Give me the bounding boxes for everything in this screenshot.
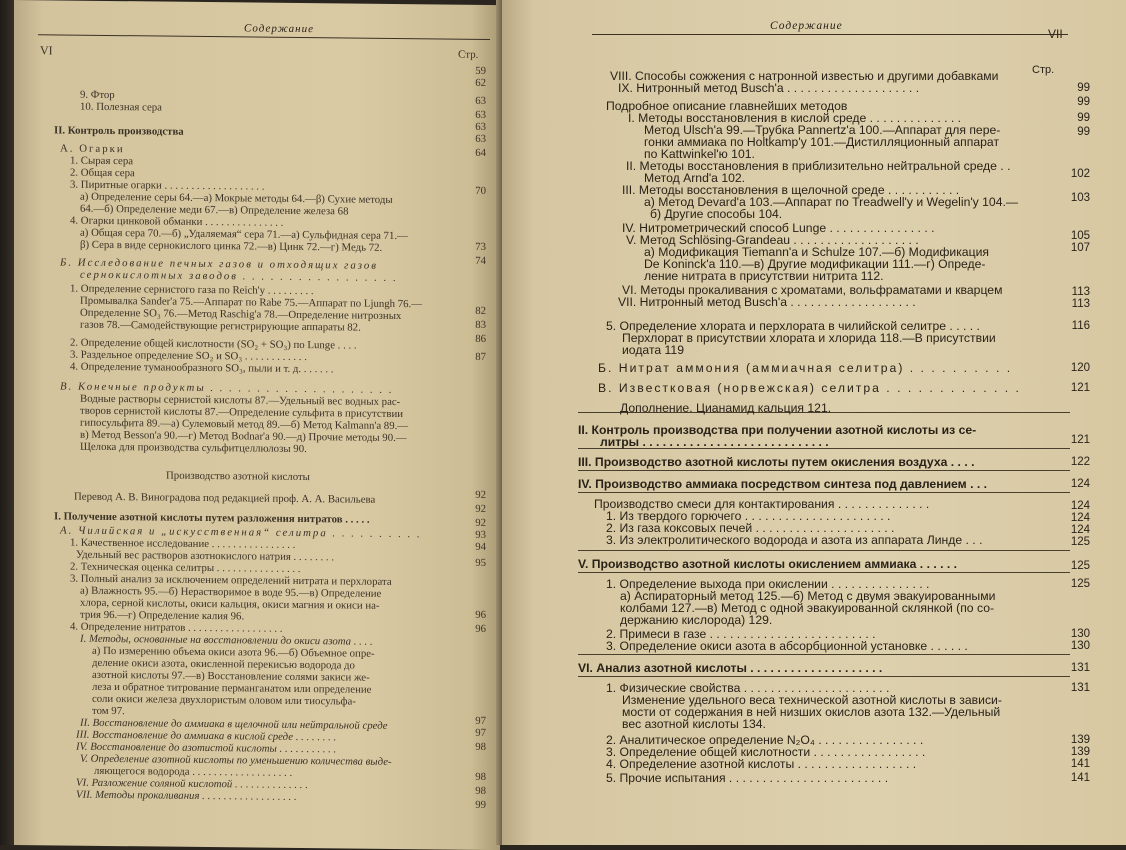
left-toc-entry: 10. Полезная сера [80,100,162,114]
left-page-number: VI [40,43,53,58]
right-toc-entry: De Koninck'а 110.—в) Другие модификации 111.—г) Опреде- [644,257,986,271]
right-header-rule [592,34,1068,35]
left-toc-entry: Водные растворы сернистой кислоты 87.—Удельный вес водных рас- [80,392,401,409]
left-toc-entry: 9. Фтор [80,88,115,102]
right-page-ref: 124 [1070,524,1090,536]
left-page-ref: 70 [475,184,486,197]
right-toc-entry: В. Известковая (норвежская) селитра . . . . . . . . . . . . . [598,381,1021,395]
left-page-ref: 93 [475,528,486,541]
left-toc-entry: 1. Качественное исследование . . . . . . . . . . . . . . . . [70,536,296,551]
left-toc-entry: соли окиси железа двухлористым оловом или тиосульфа- [92,692,356,708]
right-page-ref: 124 [1070,478,1090,490]
right-toc-entry: Метод Arnd'а 102. [644,171,746,185]
right-page-ref: 125 [1070,536,1090,548]
right-header-title: Содержание [770,20,843,32]
left-page-ref: 63 [475,108,486,121]
right-toc-entry: 2. Аналитическое определение N₂O₄ . . . . . . . . . . . . . . . . [606,733,924,747]
right-toc-entry: 1. Определение выхода при окислении . . . . . . . . . . . . . . . [606,577,930,591]
left-page-ref: 63 [475,132,486,145]
left-page-ref: 94 [475,540,486,553]
left-toc-entry: III. Восстановление до аммиака в кислой среде . . . . . . . . [76,728,337,744]
right-toc-entry: Подробное описание главнейших методов [606,99,848,113]
right-toc-entry: VI. Анализ азотной кислоты . . . . . . . . . . . . . . . . . . . . [578,661,883,675]
left-toc-entry: а) По измерению объема окиси азота 96.—б) Объемное опре- [92,644,375,660]
left-toc-entry: 4. Огарки цинковой обманки . . . . . . . . . . . . . . . [70,214,284,229]
left-toc-entry: β) Сера в виде сернокислого цинка 72.—в) Цинк 72.—г) Медь 72. [80,238,383,254]
left-toc-entry: сернокислотных заводов . . . . . . . . . . . . . . . . . [80,268,398,285]
right-toc-entry: 1. Из твердого горючего . . . . . . . . . . . . . . . . . . . . . . [606,509,891,523]
right-page-ref: 113 [1071,286,1090,298]
right-page-ref: 113 [1071,298,1090,310]
left-toc-entry: деление окиси азота, окисленной перекисью водорода до [92,656,355,672]
right-toc-entry: 3. Из электролитического водорода и азота из аппарата Линде . . . [606,533,983,547]
left-header-title: Содержание [244,22,315,36]
left-toc-entry: хлора, серной кислоты, окиси кальция, окиси магния и окиси на- [80,596,380,612]
right-toc-entry: IV. Нитрометрический способ Lunge . . . . . . . . . . . . . . . . [622,221,935,235]
left-page-ref: 98 [475,784,486,797]
left-header-rule [38,34,490,40]
left-toc-entry: 4. Определение туманообразного SO₃, пыли и т. д. . . . . . . [70,360,334,376]
right-page-ref: 99 [1077,82,1090,94]
right-section-rule-5 [578,550,1070,551]
left-toc-entry: Б. Исследование печных газов и отходящих газов [60,256,378,272]
left-toc-entry: V. Определение азотной кислоты по уменьшению количества выде- [80,752,392,768]
right-page [502,0,1126,845]
left-page-ref: 92 [475,488,486,501]
left-toc-entry: творов сернистой кислоты 87.—Определение сульфита в присутствии [80,404,404,421]
right-toc-entry: вес азотной кислоты 134. [622,717,766,731]
left-page-ref: 64 [475,146,486,159]
right-section-rule-6 [578,572,1070,573]
right-toc-entry: I. Методы восстановления в кислой среде . . . . . . . . . . . . . . [628,111,962,125]
right-toc-entry: Б. Нитрат аммония (аммиачная селитра) . . . . . . . . . . [598,361,1013,375]
right-toc-entry: литры . . . . . . . . . . . . . . . . . . . . . . . . . . . . [600,435,829,449]
right-toc-entry: мости от содержания в ней низших окислов азота 132.—Удельный [622,705,1001,719]
right-toc-entry: Перхлорат в присутствии хлората и хлорида 118.—В присутствии [622,331,996,345]
left-toc-entry: 3. Полный анализ за исключением определений нитрата и перхлората [70,572,392,588]
right-toc-entry: б) Другие способы 104. [650,207,783,221]
left-page-ref: 96 [475,622,486,635]
left-toc-entry: 1. Сырая сера [70,154,134,168]
right-toc-entry: 2. Примеси в газе . . . . . . . . . . . . . . . . . . . . . . . . . [606,627,876,641]
left-toc-entry: 4. Определение нитратов . . . . . . . . . . . . . . . . . . [70,620,283,635]
right-page-ref: 102 [1070,168,1090,180]
left-page-ref: 87 [475,350,486,363]
right-toc-entry: а) Модификация Tiemann'а и Schulze 107.—б) Модификация [644,245,989,259]
left-page-ref: 82 [475,304,486,317]
right-toc-entry: по Kattwinkel'ю 101. [644,147,755,161]
left-toc-entry: трия 96.—г) Определение калия 96. [80,608,245,623]
left-toc-entry: Удельный вес растворов азотнокислого натрия . . . . . . . . [76,548,335,564]
left-page-ref: 92 [475,516,486,529]
left-toc-entry: 3. Пиритные огарки . . . . . . . . . . . . . . . . . . . [70,178,265,193]
right-toc-entry: IV. Производство аммиака посредством синтеза под давлением . . . [578,477,988,491]
left-page-ref: 92 [475,502,486,515]
right-toc-entry: III. Производство азотной кислоты путем окисления воздуха . . . . [578,455,975,469]
right-page-ref: 121 [1070,434,1090,446]
right-page-ref: 141 [1070,772,1090,784]
left-toc-entry: А. Огарки [60,142,125,156]
right-toc-entry: VIII. Способы сожжения с натронной известью и другими добавками [610,69,999,83]
right-section-rule-7 [578,654,1070,655]
left-page-ref: 98 [475,770,486,783]
left-toc-entry: том 97. [92,704,125,718]
left-page-ref: 63 [475,120,486,133]
left-col-label: Стр. [458,48,479,61]
right-page-ref: 131 [1070,682,1090,694]
left-page-ref: 62 [475,76,486,89]
left-toc-entry: а) Определение серы 64.—а) Мокрые методы 64.—β) Сухие методы [80,190,393,206]
left-toc-entry: 64.—б) Определение меди 67.—в) Определение железа 68 [80,202,349,218]
right-page-ref: 124 [1070,512,1090,524]
left-toc-entry: VI. Разложение соляной кислотой . . . . . . . . . . . . . . [76,776,308,792]
left-toc-entry: а) Влажность 95.—б) Нерастворимое в воде 95.—в) Определение [80,584,382,600]
right-page-ref: 141 [1070,758,1090,770]
right-section-rule-3 [578,470,1070,471]
right-toc-entry: II. Методы восстановления в приблизительно нейтральной среде . . [626,159,1011,173]
left-toc-entry: леза и обратное титрование перманганатом или определение [92,680,372,696]
left-toc-entry: 2. Определение общей кислотности (SO₂ + SO₃) по Lunge . . . . [70,336,357,352]
right-page-ref: 99 [1077,126,1090,138]
left-page-ref: 97 [475,714,486,727]
left-toc-entry: Щелока для производства сульфитцеллюлозы 90. [80,440,307,456]
right-toc-entry: а) Аспираторный метод 125.—б) Метод с двумя эвакуированными [620,589,996,603]
right-toc-entry: Метод Ulsch'а 99.—Трубка Pannertz'а 100.—Аппарат для пере- [644,123,1001,137]
right-toc-entry: 5. Прочие испытания . . . . . . . . . . . . . . . . . . . . . . . . [606,771,889,785]
left-toc-entry: I. Методы, основанные на восстановлении до окиси азота . . . . [80,632,373,648]
right-toc-entry: 4. Определение азотной кислоты . . . . . . . . . . . . . . . . . . [606,757,917,771]
right-page-ref: 99 [1077,112,1090,124]
right-page-ref: 116 [1071,320,1090,332]
left-toc-entry: В. Конечные продукты . . . . . . . . . . . . . . . . . . . . [60,380,394,396]
right-page-ref: 103 [1070,192,1090,204]
right-toc-entry: Дополнение. Цианамид кальция 121. [620,401,832,415]
right-toc-entry: гонки аммиака по Holtkamp'у 101.—Дистилляционный аппарат [644,135,1000,149]
left-page-ref: 96 [475,608,486,621]
right-toc-entry: IX. Нитронный метод Busch'а . . . . . . . . . . . . . . . . . . . . [618,81,920,95]
right-section-rule-4 [578,492,1070,493]
right-page-ref: 120 [1070,362,1090,374]
right-toc-entry: 1. Физические свойства . . . . . . . . . . . . . . . . . . . . . . [606,681,890,695]
left-page-ref: 86 [475,332,486,345]
left-page-ref: 97 [475,726,486,739]
left-toc-entry: в) Метод Besson'а 90.—г) Метод Bodnar'а 90.—д) Прочие методы 90.— [80,428,407,445]
right-page-ref: 122 [1070,456,1090,468]
left-page-ref: 98 [475,740,486,753]
right-toc-entry: Изменение удельного веса технической азотной кислоты в зависи- [622,693,1002,707]
left-toc-entry: А. Чилийская и „искусственная“ селитра . . . . . . . . . . [60,524,422,541]
right-page-ref: 139 [1070,734,1090,746]
left-toc-entry: Производство азотной кислоты [166,469,310,484]
left-toc-entry: 2. Техническая оценка селитры . . . . . . . . . . . . . . . . [70,560,301,576]
right-toc-entry: III. Методы восстановления в щелочной среде . . . . . . . . . . . [622,183,960,197]
left-toc-entry: II. Восстановление до аммиака в щелочной или нейтральной среде [80,716,388,732]
right-section-rule-8 [578,676,1070,677]
left-page-ref: 73 [475,240,486,253]
right-page-ref: 125 [1070,560,1090,572]
right-page-ref: 105 [1070,230,1090,242]
left-toc-entry: газов 78.—Самодействующие регистрирующие аппараты 82. [80,318,361,334]
left-toc-entry: Перевод А. В. Виноградова под редакцией проф. А. А. Васильева [74,490,376,506]
right-page-ref: 107 [1070,242,1090,254]
right-toc-entry: 3. Определение общей кислотности . . . . . . . . . . . . . . . . . [606,745,926,759]
left-toc-entry: 2. Общая сера [70,166,135,180]
right-toc-entry: II. Контроль производства при получении азотной кислоты из се- [578,423,977,437]
left-toc-entry: а) Общая сера 70.—б) „Удаляемая“ сера 71.—а) Сульфидная сера 71.— [80,226,408,243]
left-page-ref: 99 [475,798,486,811]
right-page-number: VII [1048,27,1063,41]
left-toc-entry: IV. Восстановление до азотистой кислоты . . . . . . . . . . . [76,740,337,756]
right-page-ref: 121 [1070,382,1090,394]
left-toc-entry: ляющегося водорода . . . . . . . . . . . . . . . . . . . [94,764,293,779]
right-page-ref: 131 [1070,662,1090,674]
left-page-ref: 59 [475,64,486,77]
right-col-label: Стр. [1032,64,1055,76]
right-toc-entry: 2. Из газа коксовых печей . . . . . . . . . . . . . . . . . . . . . [606,521,895,535]
right-page-ref: 130 [1070,640,1090,652]
right-toc-entry: Производство смеси для контактирования . . . . . . . . . . . . . . [594,497,930,511]
left-page [14,0,500,850]
left-page-ref: 95 [475,556,486,569]
left-toc-entry: Промывалка Sander'а 75.—Аппарат по Rabe 75.—Аппарат по Ljungh 76.— [80,294,423,311]
left-toc-entry: Определение SO₃ 76.—Метод Raschig'а 78.—Определение нитрозных [80,306,402,323]
left-toc-entry: VII. Методы прокаливания . . . . . . . . . . . . . . . . . . [76,788,297,803]
right-toc-entry: а) Метод Devard'а 103.—Аппарат по Treadwell'у и Wegelin'у 104.— [644,195,1019,209]
right-toc-entry: VII. Нитронный метод Busch'а . . . . . . . . . . . . . . . . . . . [618,295,916,309]
right-toc-entry: V. Производство азотной кислоты окислением аммиака . . . . . . [578,557,958,571]
right-toc-entry: VI. Методы прокаливания с хроматами, вольфраматами и кварцем [622,283,1003,297]
left-toc-entry: II. Контроль производства [54,124,184,138]
left-toc-entry: I. Получение азотной кислоты путем разложения нитратов . . . . . [54,510,370,526]
right-toc-entry: V. Метод Schlösing-Grandeau . . . . . . . . . . . . . . . . . . . [626,233,919,247]
left-page-ref: 74 [475,254,486,267]
right-page-ref: 99 [1077,96,1090,108]
left-toc-entry: гипосульфита 89.—а) Сулемовый метод 89.—б) Метод Kalmann'а 89.— [80,416,409,433]
right-toc-entry: 3. Определение окиси азота в абсорбционной установке . . . . . . [606,639,968,653]
right-toc-entry: 5. Определение хлората и перхлората в чилийской селитре . . . . . [606,319,980,333]
right-page-ref: 130 [1070,628,1090,640]
right-toc-entry: ление нитрата в присутствии нитрита 112. [644,269,884,283]
right-page-ref: 124 [1070,500,1090,512]
right-page-ref: 139 [1070,746,1090,758]
right-page-ref: 125 [1070,578,1090,590]
left-toc-entry: азотной кислоты 97.—в) Восстановление солями закиси же- [92,668,370,684]
left-page-ref: 83 [475,318,486,331]
left-toc-entry: 3. Раздельное определение SO₂ и SO₃ . . . . . . . . . . . . [70,348,307,364]
right-toc-entry: держанию кислорода) 129. [620,613,773,627]
right-toc-entry: колбами 127.—в) Метод с одной эвакуированной склянкой (по со- [620,601,995,615]
left-toc-entry: 1. Определение сернистого газа по Reich'у . . . . . . . . . [70,282,314,298]
left-page-ref: 63 [475,94,486,107]
right-toc-entry: иодата 119 [622,343,684,357]
